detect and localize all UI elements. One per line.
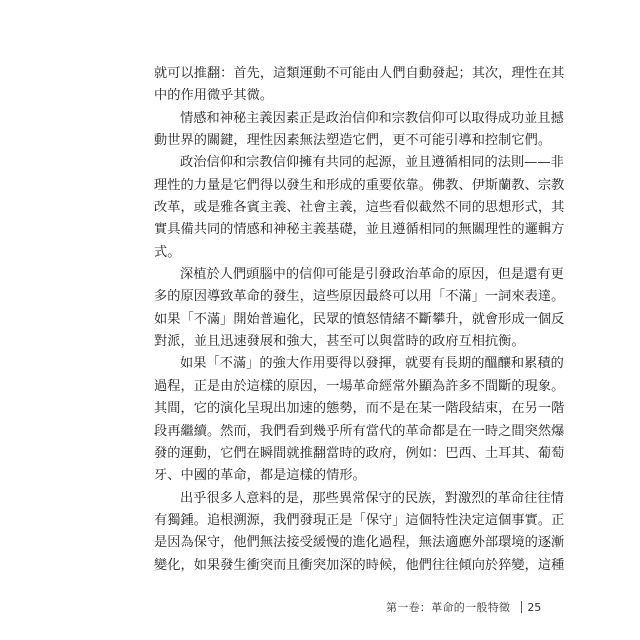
text-line: 情感和神秘主義因素正是政治信仰和宗教信仰可以取得成功並且撼 [180,110,564,126]
text-line: 有獨鍾。追根溯源，我們發現正是「保守」這個特性決定這個事實。正 [154,512,565,528]
text-line: 政治信仰和宗教信仰擁有共同的起源，並且遵循相同的法則——非 [180,155,564,171]
footer-divider [521,601,522,613]
text-line: 過程，正是由於這樣的原因，一場革命經常外顯為許多不間斷的現象。 [154,378,565,394]
text-line: 如果「不滿」的強大作用要得以發揮，就要有長期的醞釀和累積的 [180,356,564,372]
text-line: 如果「不滿」開始普遍化，民眾的憤怒情緒不斷攀升，就會形成一個反 [154,311,565,327]
text-line: 發的運動，它們在瞬間就推翻當時的政府，例如：巴西、土耳其、葡萄 [154,445,565,461]
text-line: 改革，或是雅各賓主義、社會主義，這些看似截然不同的思想形式，其 [154,200,565,216]
text-line: 理性的力量是它們得以發生和形成的重要依靠。佛教、伊斯蘭教、宗教 [154,177,565,193]
text-line: 多的原因導致革命的發生，這些原因最終可以用「不滿」一詞來表達。 [154,289,565,305]
running-title: 第一卷：革命的一般特徵 [386,601,511,614]
paragraph [154,488,565,577]
body-text [154,63,565,577]
text-line: 出乎很多人意料的是，那些異常保守的民族，對激烈的革命往往情 [180,490,564,506]
text-line: 對派，並且迅速發展和強大，甚至可以與當時的政府互相抗衡。 [154,334,525,350]
text-line: 式。 [154,244,181,260]
text-line: 實具備共同的情感和神秘主義基礎，並且遵循相同的無關理性的邏輯方 [154,222,565,238]
page-number: 25 [527,600,542,614]
paragraph [154,152,565,264]
text-line: 中的作用微乎其微。 [154,88,274,104]
text-line: 變化，如果發生衝突而且衝突加深的時候，他們往往傾向於猝變，這種 [154,557,565,573]
text-line: 就可以推翻：首先，這類運動不可能由人們自動發起；其次，理性在其 [154,66,565,81]
text-line: 牙、中國的革命，都是這樣的情形。 [154,468,366,484]
text-line: 其間，它的演化呈現出加速的態勢，而不是在某一階段結束，在另一階 [154,401,565,417]
paragraph [154,264,565,353]
text-line: 動世界的關鍵，理性因素無法塑造它們，更不可能引導和控制它們。 [154,133,552,149]
paragraph [154,353,565,487]
text-line: 深植於人們頭腦中的信仰可能是引發政治革命的原因，但是還有更 [180,267,564,283]
paragraph [154,108,564,153]
text-line: 是因為保守，他們無法接受緩慢的進化過程，無法適應外部環境的逐漸 [154,535,565,551]
page-footer [386,598,541,616]
text-line: 段再繼續。然而，我們看到幾乎所有當代的革命都是在一時之間突然爆 [154,423,565,439]
paragraph [154,63,565,108]
